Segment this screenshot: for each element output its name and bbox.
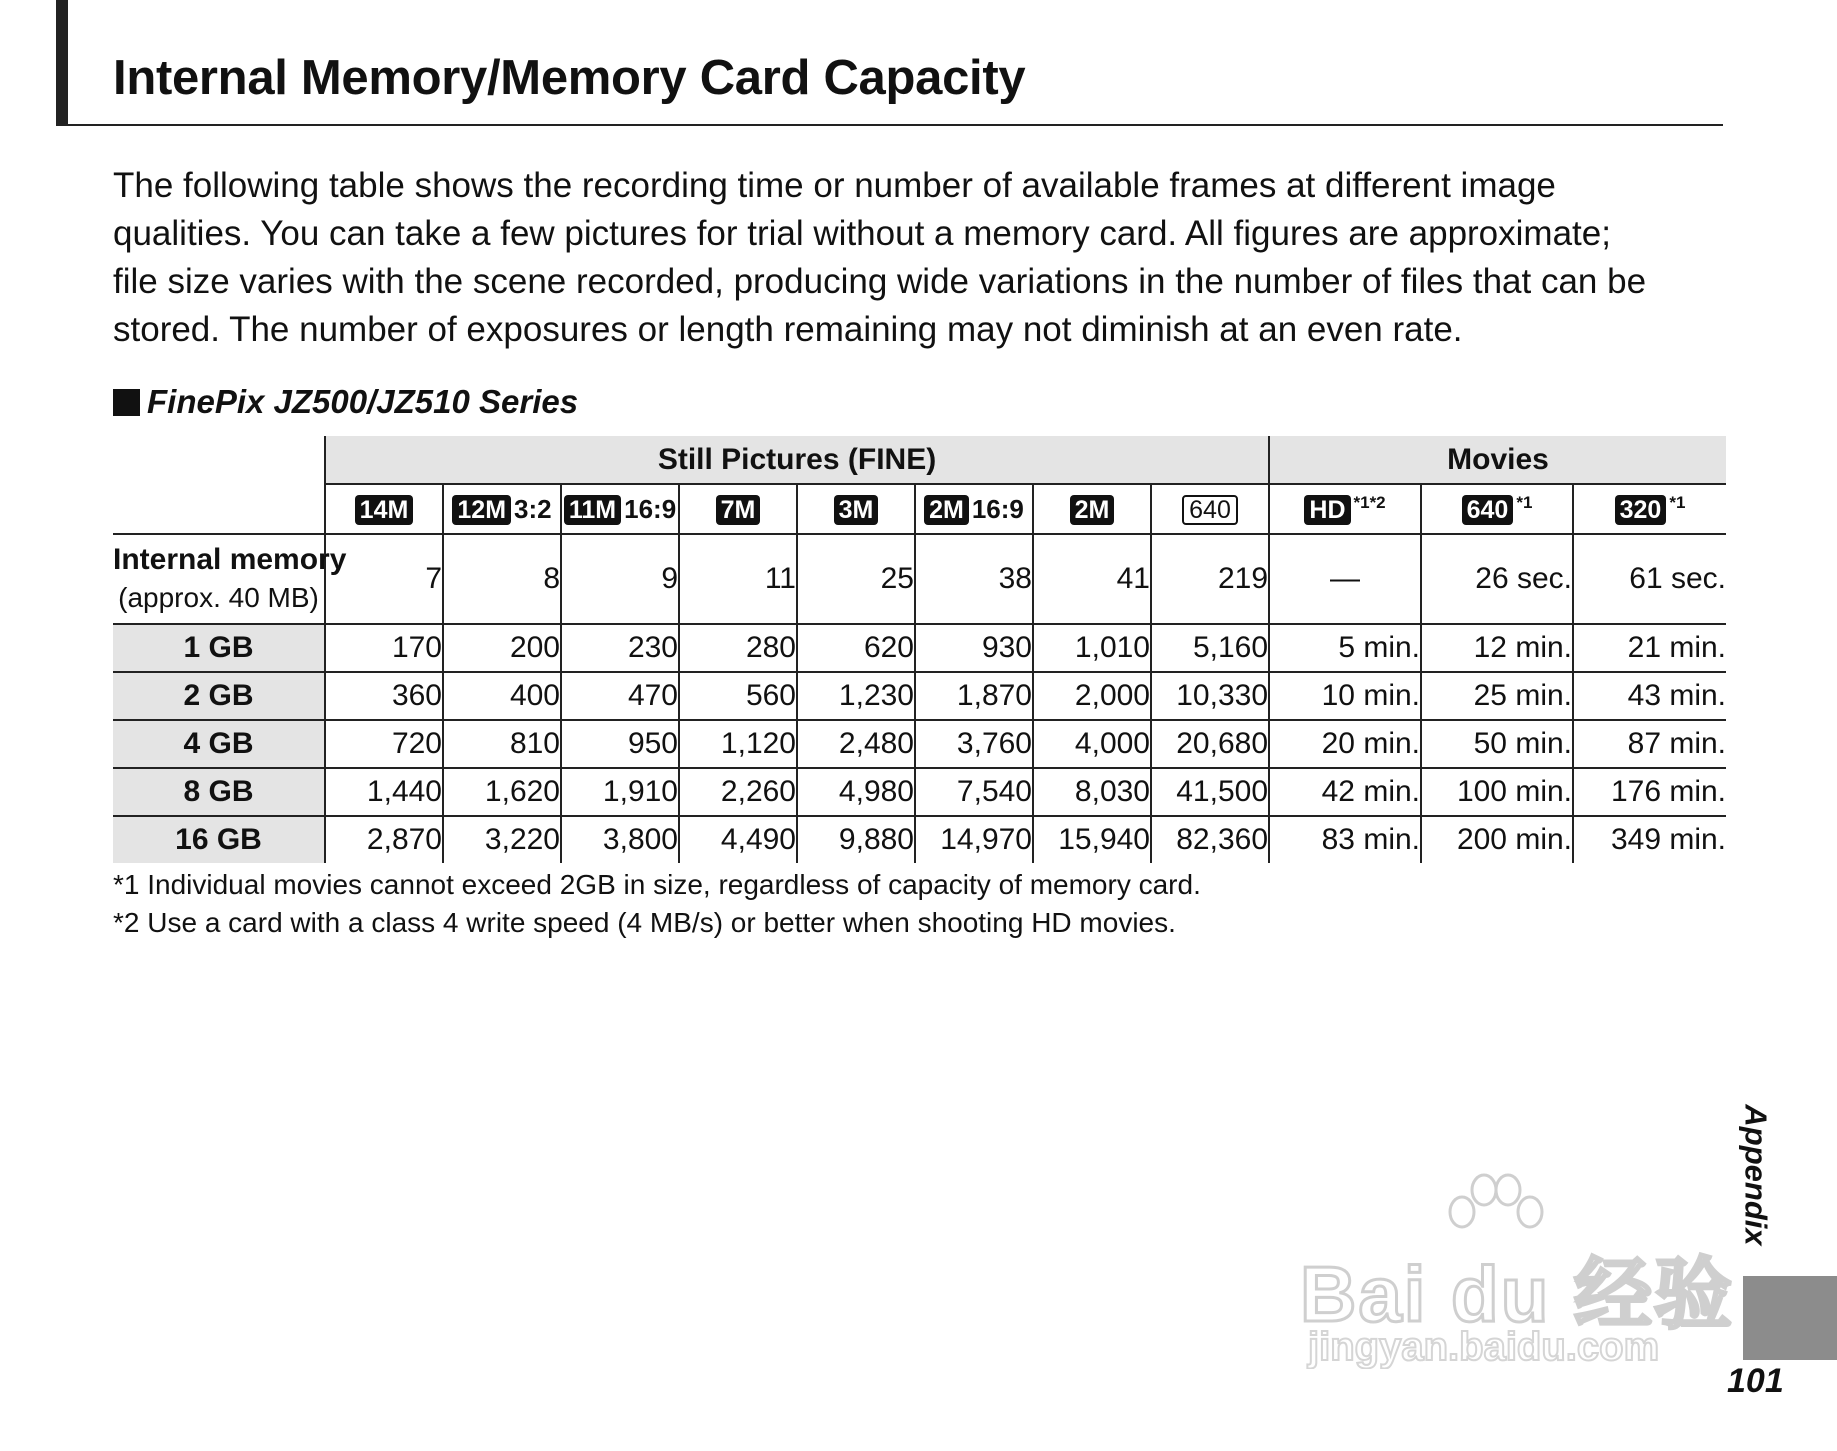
row-label [113,624,325,672]
table-cell: 61 sec. [1573,534,1726,624]
table-cell: 280 [679,624,797,672]
table-cell: 20 min. [1269,720,1421,768]
footnote-ref: *1*2 [1353,492,1386,512]
intro-line: stored. The number of exposures or length remaining may not diminish at an even rate. [113,310,1463,349]
table-cell: 1,620 [443,768,561,816]
image-size-7m-icon: 7M [716,495,761,525]
table-cell: 200 min. [1421,816,1573,863]
table-cell: 1,910 [561,768,679,816]
footnote: *1 Individual movies cannot exceed 2GB in size, regardless of capacity of memory card. [113,869,1201,900]
paw-icon [1440,1170,1550,1240]
image-size-640-icon: 640 [1182,495,1238,525]
movie-column-header [1269,484,1421,534]
row-label-text: 8 GB [183,775,254,808]
section-title: FinePix JZ500/JZ510 Series [147,383,579,420]
watermark-brand: Bai du 经验 [1300,1250,1735,1338]
table-cell: 1,010 [1033,624,1151,672]
footnote-ref: *1 [1516,492,1533,512]
table-body [113,534,1726,863]
table-cell: 38 [915,534,1033,624]
aspect-ratio-label: 16:9 [971,494,1024,525]
page-title: Internal Memory/Memory Card Capacity [113,51,1026,105]
row-label-text: Internal memory [113,543,347,576]
table-cell: 4,000 [1033,720,1151,768]
table-cell: 14,970 [915,816,1033,863]
table-cell: 360 [325,672,443,720]
still-column-header [797,484,915,534]
table-cell: 2,870 [325,816,443,863]
image-size-2m-icon: 2M [924,495,969,525]
table-cell: 930 [915,624,1033,672]
table-cell: 176 min. [1573,768,1726,816]
row-label-text: 4 GB [183,727,254,760]
table-cell: 41 [1033,534,1151,624]
table-cell: 43 min. [1573,672,1726,720]
movie-column-header [1573,484,1726,534]
appendix-side-tab [1738,1095,1774,1255]
table-cell: 9,880 [797,816,915,863]
table-row [113,534,1726,624]
image-size-14m-icon: 14M [355,495,414,525]
row-label [113,672,325,720]
corner-cell [113,484,325,534]
row-label-text: 1 GB [183,631,254,664]
movie-320-icon: 320 [1615,495,1667,525]
row-label [113,816,325,863]
footnotes [113,866,1201,942]
row-sublabel: (approx. 40 MB) [118,582,319,613]
table-cell: 2,000 [1033,672,1151,720]
aspect-ratio-label: 16:9 [624,494,677,525]
table-cell: 5 min. [1269,624,1421,672]
table-cell: 87 min. [1573,720,1726,768]
table-cell: 1,120 [679,720,797,768]
row-label-text: 16 GB [175,823,262,856]
table-cell: 7,540 [915,768,1033,816]
watermark-url: jingyan.baidu.com [1308,1325,1660,1369]
table-row [113,816,1726,863]
table-cell: 50 min. [1421,720,1573,768]
table-cell: 15,940 [1033,816,1151,863]
table-cell: 1,230 [797,672,915,720]
table-cell: 349 min. [1573,816,1726,863]
footnote: *2 Use a card with a class 4 write speed (4 MB/s) or better when shooting HD movies. [113,907,1176,938]
table-cell: 720 [325,720,443,768]
table-cell: 810 [443,720,561,768]
table-cell: 8,030 [1033,768,1151,816]
still-column-header [1033,484,1151,534]
table-cell: 4,980 [797,768,915,816]
group-header-row [113,436,1726,484]
row-label [113,768,325,816]
table-cell: 82,360 [1151,816,1269,863]
table-cell: 41,500 [1151,768,1269,816]
still-column-header [915,484,1033,534]
row-label [113,720,325,768]
section-heading [113,380,578,424]
table-row [113,720,1726,768]
intro-line: file size varies with the scene recorded, producing wide variations in the number of files that can be [113,262,1647,301]
table-cell: 170 [325,624,443,672]
table-cell: 7 [325,534,443,624]
intro-line: qualities. You can take a few pictures for trial without a memory card. All figures are approximate; [113,214,1611,253]
table-cell: 4,490 [679,816,797,863]
still-column-header [679,484,797,534]
table-cell: 219 [1151,534,1269,624]
table-cell: 25 min. [1421,672,1573,720]
table-cell: 20,680 [1151,720,1269,768]
still-column-header [443,484,561,534]
table-cell: 3,220 [443,816,561,863]
quality-icon-row [113,484,1726,534]
intro-paragraph [113,162,1723,354]
movie-640-icon: 640 [1462,495,1514,525]
table-cell: 83 min. [1269,816,1421,863]
row-label-text: 2 GB [183,679,254,712]
still-pictures-header: Still Pictures (FINE) [325,436,1269,484]
table-row [113,768,1726,816]
title-left-bar [56,0,68,126]
capacity-table [113,436,1726,863]
table-cell: 11 [679,534,797,624]
movie-hd-icon: HD [1304,495,1350,525]
row-label [113,534,347,624]
intro-line: The following table shows the recording time or number of available frames at different image [113,166,1556,205]
image-size-11m-icon: 11M [564,495,621,525]
image-size-2m-icon: 2M [1070,495,1115,525]
table-cell: 560 [679,672,797,720]
table-cell: 620 [797,624,915,672]
thumb-index-tab [1743,1276,1837,1360]
table-cell: 2,480 [797,720,915,768]
image-size-12m-icon: 12M [452,495,511,525]
table-cell: 230 [561,624,679,672]
table-cell: 2,260 [679,768,797,816]
footnote-ref: *1 [1669,492,1686,512]
title-rule [56,124,1723,126]
table-cell: 21 min. [1573,624,1726,672]
still-column-header [561,484,679,534]
table-cell: 200 [443,624,561,672]
table-cell: 12 min. [1421,624,1573,672]
table-cell: 1,440 [325,768,443,816]
table-cell: 3,760 [915,720,1033,768]
table-row [113,624,1726,672]
baidu-watermark [1300,1170,1740,1390]
table-cell: 1,870 [915,672,1033,720]
image-size-3m-icon: 3M [834,495,879,525]
page-number: 101 [1727,1362,1784,1400]
square-bullet-icon [113,389,140,416]
still-column-header [1151,484,1269,534]
movie-column-header [1421,484,1573,534]
side-tab-label: Appendix [1738,1104,1774,1246]
table-cell: 400 [443,672,561,720]
table-cell: 42 min. [1269,768,1421,816]
aspect-ratio-label: 3:2 [514,494,552,525]
table-cell: 10,330 [1151,672,1269,720]
table-cell: 10 min. [1269,672,1421,720]
table-row [113,672,1726,720]
table-cell: 100 min. [1421,768,1573,816]
table-cell: — [1269,534,1421,624]
corner-cell [113,436,325,484]
table-cell: 25 [797,534,915,624]
table-cell: 470 [561,672,679,720]
table-cell: 950 [561,720,679,768]
movies-header: Movies [1269,436,1726,484]
table-cell: 8 [443,534,561,624]
table-cell: 5,160 [1151,624,1269,672]
table-cell: 26 sec. [1421,534,1573,624]
table-cell: 9 [561,534,679,624]
table-cell: 3,800 [561,816,679,863]
still-column-header [325,484,443,534]
